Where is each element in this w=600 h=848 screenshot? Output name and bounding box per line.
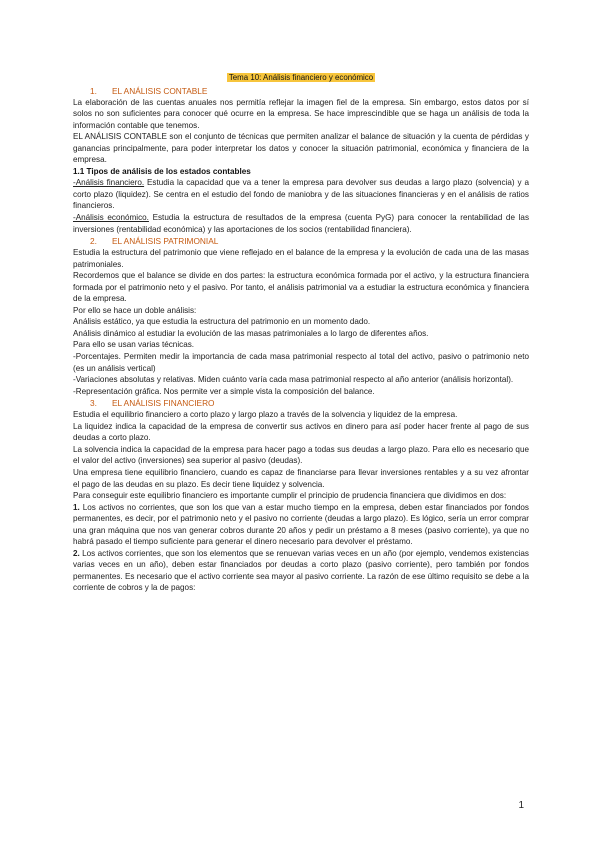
- numbered-point-1: [73, 502, 529, 548]
- section-3-paragraph-4: Una empresa tiene equilibrio financiero, cuando es capaz de financiarse para llevar inversiones rentables y a su vez afrontar el pago de las deudas en su plazo. Es decir tiene liquidez y solvencia.: [73, 467, 529, 489]
- document-title-text: Tema 10: Análisis financiero y económico: [228, 73, 374, 82]
- section-2-paragraph-4: Análisis estático, ya que estudia la estructura del patrimonio en un momento dado.: [73, 317, 371, 327]
- section-2-paragraph-1: Estudia la estructura del patrimonio que viene reflejado en el balance de la empresa y la evolución de cada una de las masas patrimoniales.: [73, 248, 529, 269]
- financial-analysis-text: Estudia la capacidad que va a tener la empresa para devolver sus deudas a largo plazo (solvencia) y a corto plazo (liquidez). Se centra en el estudio del fondo de maniobra y de las situaciones financieras y en el análisis de ratios financieros.: [73, 178, 529, 211]
- page-content: [73, 72, 529, 594]
- section-3-paragraph-2: La liquidez indica la capacidad de la empresa de convertir sus activos en dinero para así poder hacer frente al pago de sus deudas a corto plazo.: [73, 421, 529, 443]
- numbered-point-1-text: Los activos no corrientes, que son los que van a estar mucho tiempo en la empresa, deben estar financiados por fondos permanentes, es decir, por el patrimonio neto y el pasivo no corriente (deudas a largo plazo). Es lógico, sería un error comprar una gran máquina que nos van generar cobros durante 20 años y pedir un préstamo a 8 meses (pasivo corriente), ya que no habrá pasado el tiempo suficiente para generar el dinero necesario para devolver el préstamo.: [73, 502, 529, 547]
- economic-analysis-label: -Análisis económico.: [73, 213, 149, 223]
- page-number: 1: [518, 800, 524, 811]
- section-3-number: 3.: [90, 398, 97, 409]
- numbered-point-2: [73, 548, 529, 594]
- subsection-1-1-heading: 1.1 Tipos de análisis de los estados contables: [73, 166, 251, 176]
- section-2-paragraph-3: Por ello se hace un doble análisis:: [73, 305, 197, 315]
- section-2-heading: [73, 235, 529, 247]
- section-1-number: 1.: [90, 85, 97, 96]
- financial-analysis-label: -Análisis financiero.: [73, 178, 145, 188]
- section-1-heading: [73, 85, 529, 97]
- section-3-paragraph-5: Para conseguir este equilibrio financiero es importante cumplir el principio de prudencia financiera que dividimos en dos:: [73, 491, 507, 501]
- section-1-paragraph-2: EL ANÁLISIS CONTABLE son el conjunto de técnicas que permiten analizar el balance de situación y la cuenta de pérdidas y ganancias principalmente, para poder interpretar los datos y conocer la situación patrimonial, económica y financiera de la empresa.: [73, 132, 529, 165]
- section-2-paragraph-2: Recordemos que el balance se divide en dos partes: la estructura económica formada por el activo, y la estructura financiera formada por el patrimonio neto y el pasivo. Por tanto, el análisis patrimonial va a estudiar la estructura económica y financiera de la empresa.: [73, 271, 529, 304]
- section-2-paragraph-5: Análisis dinámico al estudiar la evolución de las masas patrimoniales a lo largo de diferentes años.: [73, 328, 429, 338]
- section-3-heading: [73, 397, 529, 409]
- economic-analysis-paragraph: [73, 212, 529, 235]
- section-2-paragraph-6: Para ello se usan varias técnicas.: [73, 340, 195, 350]
- section-2-title: EL ANÁLISIS PATRIMONIAL: [112, 236, 219, 247]
- section-3-paragraph-1: Estudia el equilibrio financiero a corto plazo y largo plazo a través de la solvencia y liquidez de la empresa.: [73, 410, 458, 420]
- section-2-paragraph-9: -Representación gráfica. Nos permite ver a simple vista la composición del balance.: [73, 386, 375, 396]
- section-3-paragraph-3: La solvencia indica la capacidad de la empresa para hacer pago a todas sus deudas a largo plazo. Para ello es necesario que el valor del activo (inversiones) sea superior al pasivo (deudas).: [73, 444, 529, 466]
- section-2-number: 2.: [90, 236, 97, 247]
- numbered-point-2-text: Los activos corrientes, que son los elementos que se renuevan varias veces en un año (por ejemplo, vendemos existencias varias veces en un año), deben estar financiados por deudas a corto plazo (pasivo corriente), pero también por fondos permanentes. Es necesario que el activo corriente sea mayor al pasivo corriente. La razón de ese último requisito se debe a la corriente de cobros y la de pagos:: [73, 548, 529, 593]
- section-2-paragraph-8: -Variaciones absolutas y relativas. Miden cuánto varía cada masa patrimonial respecto al año anterior (análisis horizontal).: [73, 375, 514, 385]
- section-3-title: EL ANÁLISIS FINANCIERO: [112, 398, 215, 409]
- section-1-paragraph-1: La elaboración de las cuentas anuales nos permitía reflejar la imagen fiel de la empresa. Sin embargo, estos datos por sí solos no son suficientes para conocer qué ocurre en la empresa. Se hace imprescindible que se haga un análisis de toda la información contable que tenemos.: [73, 97, 529, 130]
- section-1-title: EL ANÁLISIS CONTABLE: [112, 85, 208, 96]
- numbered-point-1-number: 1.: [73, 502, 80, 512]
- economic-analysis-text: Estudia la estructura de resultados de la empresa (cuenta PyG) para conocer la rentabilidad de las inversiones (rentabilidad económica) y las aportaciones de los socios (rentabilidad financiera).: [73, 213, 530, 234]
- numbered-point-2-number: 2.: [73, 548, 80, 558]
- document-title: [73, 72, 529, 84]
- financial-analysis-paragraph: [73, 177, 529, 212]
- section-2-paragraph-7: -Porcentajes. Permiten medir la importancia de cada masa patrimonial respecto al total del activo, pasivo o patrimonio neto (es un análisis vertical): [73, 352, 529, 373]
